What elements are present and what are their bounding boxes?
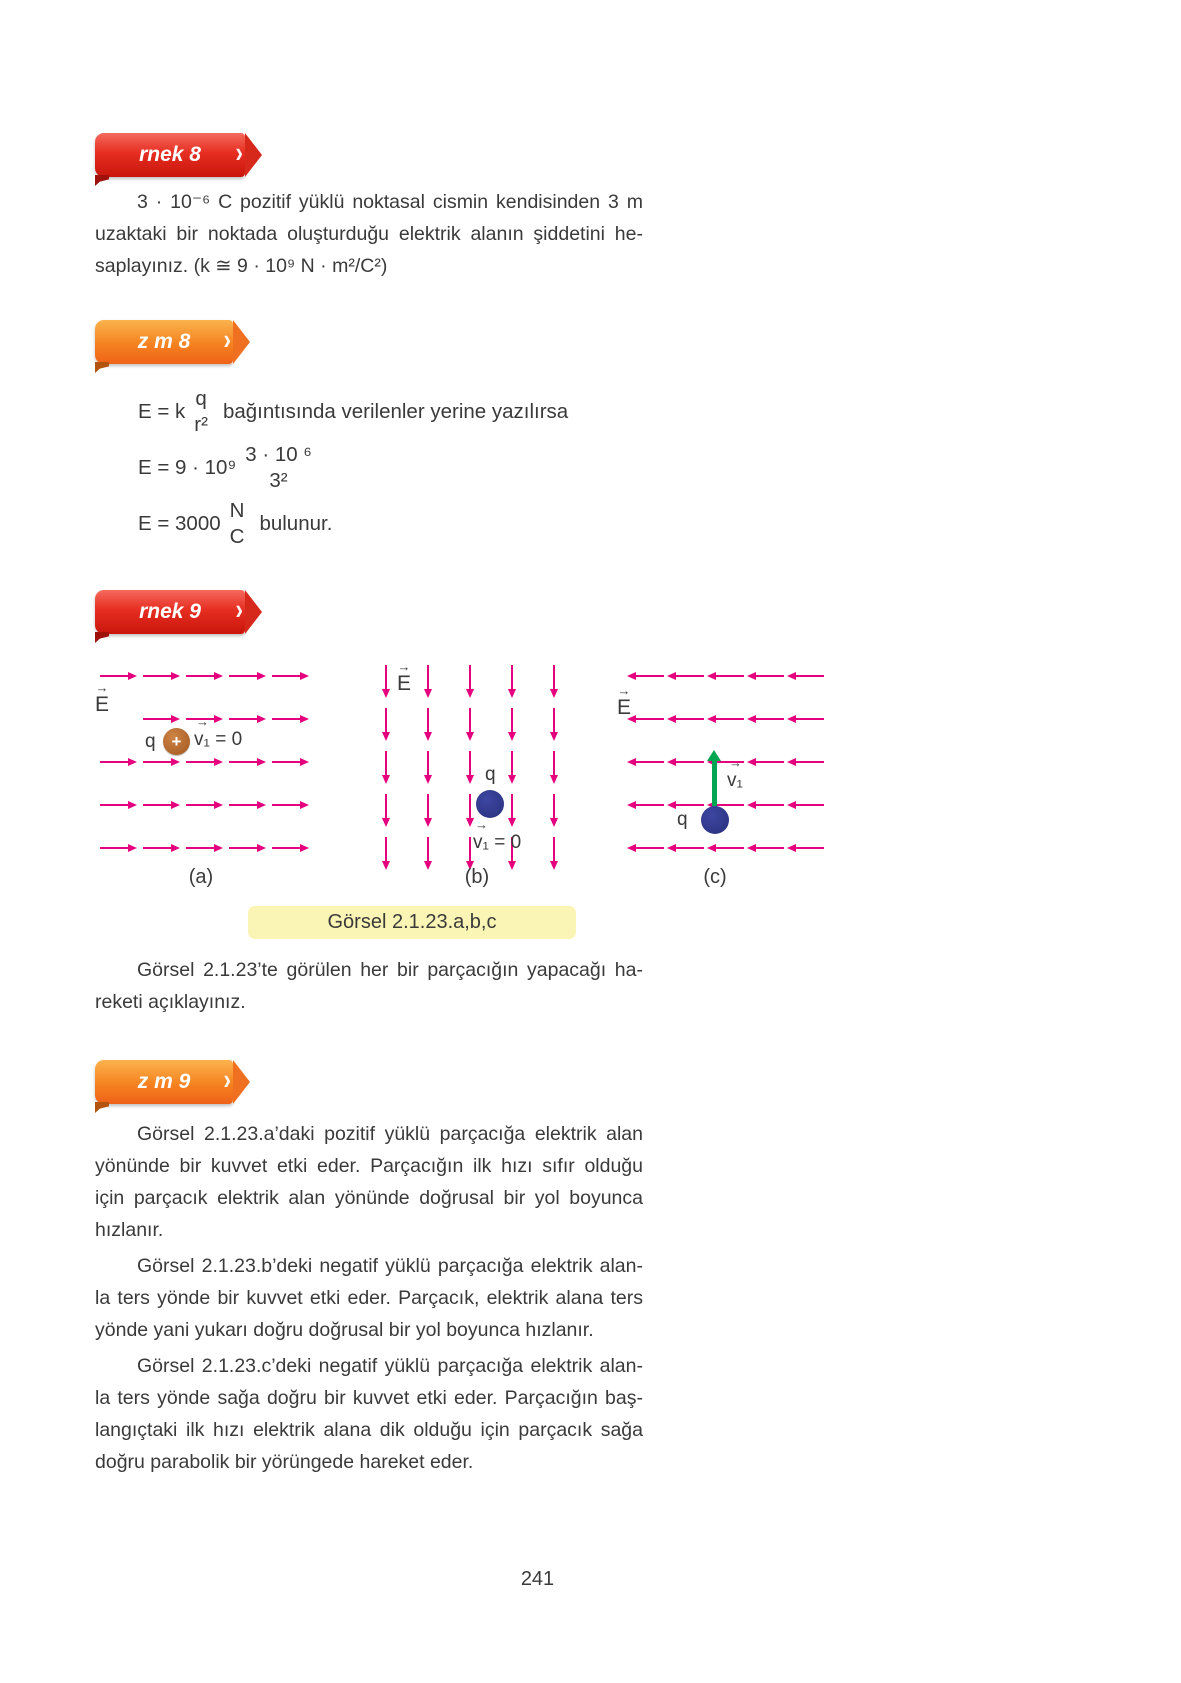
solution-9-ribbon-label: z m 9 xyxy=(137,1070,191,1093)
numerator: N xyxy=(229,499,245,522)
field-symbol: E xyxy=(397,672,412,695)
text-line: Görsel 2.1.23.a’daki pozitif yüklü parçacığa elektrik alan xyxy=(137,1123,643,1145)
field-arrow-icon xyxy=(143,847,172,849)
field-arrow-icon xyxy=(469,751,471,776)
text-line: Görsel 2.1.23.b’deki negatif yüklü parçacığa elektrik alan- xyxy=(137,1255,643,1277)
formula-text: bağıntısında verilenler yerine yazılırsa xyxy=(222,400,569,423)
solution-9-paragraph-a xyxy=(95,1118,643,1246)
example-8-ribbon xyxy=(95,133,245,177)
field-arrow-icon xyxy=(469,837,471,862)
vector-arrow-icon: → xyxy=(729,755,742,770)
field-arrow-icon xyxy=(272,718,301,720)
field-symbol: E xyxy=(617,696,632,719)
fraction xyxy=(230,498,245,550)
field-arrow-icon xyxy=(469,708,471,733)
plus-sign: + xyxy=(171,731,182,751)
text-line: Görsel 2.1.23.c’deki negatif yüklü parçacığa elektrik alan- xyxy=(137,1355,643,1377)
page-number: 241 xyxy=(520,1568,555,1590)
field-label xyxy=(95,681,109,716)
fraction xyxy=(194,386,208,438)
field-arrow-icon xyxy=(186,804,215,806)
formula-text: bulunur. xyxy=(259,512,333,535)
text-line: la ters yönde bir kuvvet etki eder. Parçacık, elektrik alana ters xyxy=(95,1287,643,1309)
field-arrow-icon xyxy=(143,761,172,763)
formula-result xyxy=(138,498,332,550)
field-arrow-icon xyxy=(755,675,784,677)
field-arrow-icon xyxy=(635,718,664,720)
field-arrow-icon xyxy=(186,675,215,677)
field-arrow-icon xyxy=(795,761,824,763)
figure-caption: Görsel 2.1.23.a,b,c xyxy=(248,906,576,939)
negative-charge xyxy=(476,790,504,818)
initial-velocity-label: → v₁ xyxy=(727,755,743,791)
field-arrow-icon xyxy=(427,751,429,776)
field-arrow-icon xyxy=(795,804,824,806)
field-arrow-icon xyxy=(100,761,129,763)
field-arrow-icon xyxy=(635,847,664,849)
initial-velocity-label: → v₁ = 0 xyxy=(194,714,243,750)
field-arrow-icon xyxy=(553,708,555,733)
field-arrow-icon xyxy=(511,751,513,776)
field-arrow-icon xyxy=(100,847,129,849)
field-arrow-icon xyxy=(715,718,744,720)
field-arrow-icon xyxy=(385,665,387,690)
field-arrow-icon xyxy=(385,837,387,862)
field-arrow-icon xyxy=(553,837,555,862)
field-arrow-icon xyxy=(553,751,555,776)
charge-symbol: q xyxy=(677,809,688,830)
field-arrow-icon xyxy=(755,718,784,720)
field-arrow-icon xyxy=(229,847,258,849)
example-9-ribbon-label: rnek 9 xyxy=(139,600,201,623)
field-arrow-icon xyxy=(469,665,471,690)
chevron-right-icon: › xyxy=(223,322,231,356)
chevron-right-icon: › xyxy=(223,1062,231,1096)
field-arrow-icon xyxy=(427,665,429,690)
text-line: reketi açıklayınız. xyxy=(95,991,246,1013)
fraction xyxy=(245,442,312,494)
charge-symbol: q xyxy=(145,731,156,752)
field-arrow-icon xyxy=(385,708,387,733)
field-arrow-icon xyxy=(553,794,555,819)
text-line: la ters yönde sağa doğru bir kuvvet etki eder. Parçacığın baş- xyxy=(95,1387,643,1409)
field-arrow-icon xyxy=(715,675,744,677)
denominator: 3² xyxy=(269,469,288,492)
field-arrow-icon xyxy=(715,804,744,806)
field-arrow-icon xyxy=(795,718,824,720)
field-label xyxy=(397,660,411,695)
field-arrow-icon xyxy=(675,675,704,677)
formula-lhs: E = 9 · 10⁹ xyxy=(138,456,237,479)
vector-arrow-icon: → xyxy=(475,817,488,832)
field-arrow-icon xyxy=(511,794,513,819)
solution-8-ribbon-label: z m 8 xyxy=(137,330,191,353)
text-line: yönünde bir kuvvet etki eder. Parçacığın ilk hızı sıfır olduğu xyxy=(95,1155,643,1177)
figure-a-label: (a) xyxy=(188,866,214,888)
numerator: q xyxy=(195,387,207,410)
text-line: Görsel 2.1.23’te görülen her bir parçacığın yapacağı ha- xyxy=(137,959,643,981)
field-arrow-icon xyxy=(511,708,513,733)
field-arrow-icon xyxy=(427,794,429,819)
field-arrow-icon xyxy=(272,804,301,806)
text-line: doğru parabolik bir yörüngede hareket eder. xyxy=(95,1451,474,1473)
positive-charge xyxy=(163,728,190,755)
field-arrow-icon xyxy=(385,751,387,776)
solution-9-paragraph-c xyxy=(95,1350,643,1478)
field-arrow-icon xyxy=(635,804,664,806)
figure-a xyxy=(95,660,307,874)
chevron-right-icon: › xyxy=(235,592,243,626)
formula-field-definition xyxy=(138,386,568,438)
text-line: yönde yani yukarı doğru doğrusal bir yol boyunca hızlanır. xyxy=(95,1319,594,1341)
solution-9-ribbon xyxy=(95,1060,233,1104)
denominator: C xyxy=(229,525,245,548)
solution-9-paragraph-b xyxy=(95,1250,643,1346)
field-arrow-icon xyxy=(755,804,784,806)
text-line: uzaktaki bir noktada oluşturduğu elektrik alanın şiddetini he- xyxy=(95,223,643,245)
example-8-ribbon-label: rnek 8 xyxy=(139,143,201,166)
field-arrow-icon xyxy=(755,847,784,849)
field-arrow-icon xyxy=(511,665,513,690)
vector-arrow-icon: → xyxy=(95,680,109,695)
field-arrow-icon xyxy=(795,675,824,677)
field-arrow-icon xyxy=(272,761,301,763)
text-line: langıçtaki ilk hızı elektrik alana dik olduğu için parçacık sağa xyxy=(95,1419,643,1441)
field-arrow-icon xyxy=(186,847,215,849)
initial-velocity-label: → v₁ = 0 xyxy=(473,817,522,853)
denominator: r² xyxy=(194,413,208,436)
field-arrow-icon xyxy=(795,847,824,849)
field-arrow-icon xyxy=(755,761,784,763)
text-line: saplayınız. (k ≅ 9 · 10⁹ N · m²/C²) xyxy=(95,255,388,277)
field-arrow-icon xyxy=(553,665,555,690)
field-arrow-icon xyxy=(272,675,301,677)
formula-lhs: E = k xyxy=(138,400,186,423)
field-arrow-icon xyxy=(186,761,215,763)
charge-symbol: q xyxy=(485,764,496,785)
chevron-right-icon: › xyxy=(235,135,243,169)
example-8-text xyxy=(95,186,643,282)
field-arrow-icon xyxy=(427,708,429,733)
text-line: 3 · 10⁻⁶ C pozitif yüklü noktasal cismin kendisinden 3 m xyxy=(137,191,643,213)
field-symbol: E xyxy=(95,693,110,716)
field-arrow-icon xyxy=(635,675,664,677)
vector-arrow-icon: → xyxy=(397,659,411,674)
vector-arrow-icon: → xyxy=(617,683,631,698)
figure-b xyxy=(375,660,579,874)
example-9-ribbon xyxy=(95,590,245,634)
solution-8-ribbon xyxy=(95,320,233,364)
figure-b-label: (b) xyxy=(464,866,490,888)
formula-substitution xyxy=(138,442,321,494)
field-arrow-icon xyxy=(675,804,704,806)
field-arrow-icon xyxy=(635,761,664,763)
field-arrow-icon xyxy=(229,761,258,763)
figure-2-1-23 xyxy=(95,660,835,892)
figure-c xyxy=(615,660,827,874)
field-arrow-icon xyxy=(675,761,704,763)
numerator: 3 · 10 ⁶ xyxy=(245,443,312,466)
field-arrow-icon xyxy=(715,847,744,849)
field-arrow-icon xyxy=(229,675,258,677)
field-arrow-icon xyxy=(143,718,172,720)
text-line: için parçacık elektrik alan yönünde doğrusal bir yol boyunca xyxy=(95,1187,643,1209)
field-arrow-icon xyxy=(100,675,129,677)
field-arrow-icon xyxy=(469,794,471,819)
field-arrow-icon xyxy=(427,837,429,862)
formula-lhs: E = 3000 xyxy=(138,512,221,535)
field-arrow-icon xyxy=(143,675,172,677)
example-9-question xyxy=(95,954,643,1018)
field-arrow-icon xyxy=(229,804,258,806)
field-arrow-icon xyxy=(675,847,704,849)
field-arrow-icon xyxy=(675,718,704,720)
field-arrow-icon xyxy=(272,847,301,849)
vector-arrow-icon: → xyxy=(196,714,209,729)
negative-charge xyxy=(701,806,729,834)
field-arrow-icon xyxy=(385,794,387,819)
velocity-arrow xyxy=(712,760,717,807)
field-arrow-icon xyxy=(143,804,172,806)
text-line: hızlanır. xyxy=(95,1219,164,1241)
field-arrow-icon xyxy=(100,804,129,806)
field-label xyxy=(617,684,631,719)
figure-c-label: (c) xyxy=(703,866,727,888)
